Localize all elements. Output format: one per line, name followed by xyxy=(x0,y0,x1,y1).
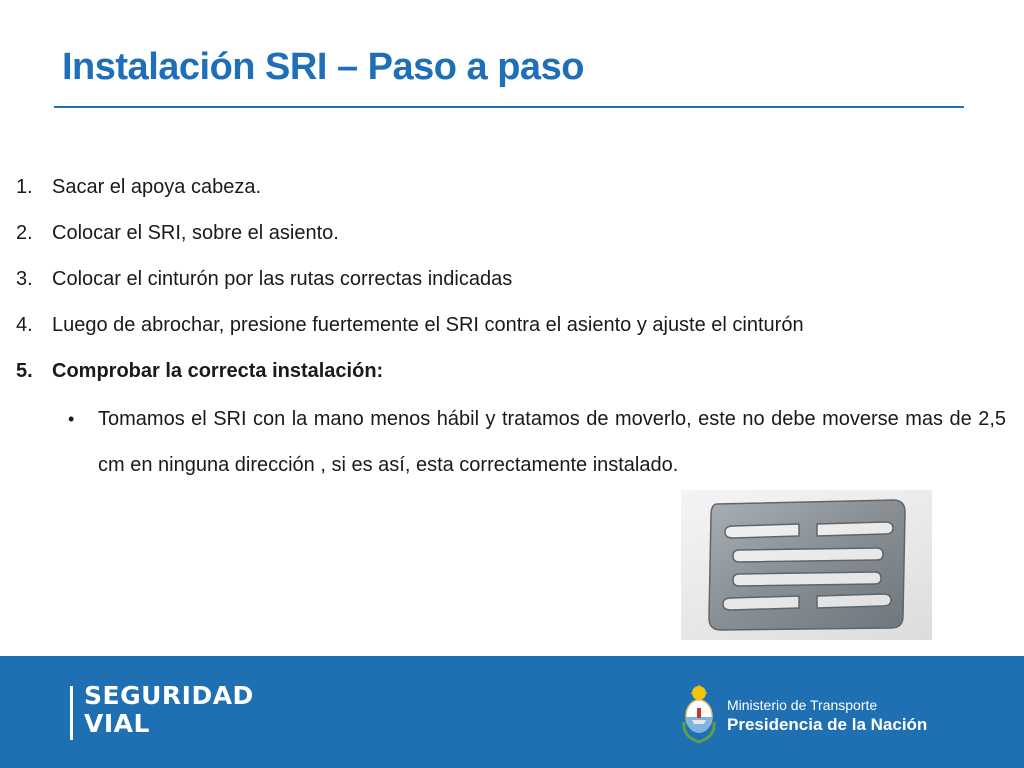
sub-list xyxy=(62,396,1006,488)
step-number: 3. xyxy=(16,268,33,290)
step-item xyxy=(16,354,1006,400)
step-item xyxy=(16,170,1006,216)
step-item xyxy=(16,216,1006,262)
brand-line-2: VIAL xyxy=(84,709,150,738)
slide-title: Instalación SRI – Paso a paso xyxy=(62,46,584,88)
step-item xyxy=(16,262,1006,308)
sub-list-item xyxy=(62,396,1006,488)
national-coat-of-arms-icon xyxy=(680,684,718,744)
locking-clip-icon xyxy=(681,490,932,640)
step-number: 4. xyxy=(16,314,33,336)
title-underline xyxy=(54,106,964,108)
step-text: Comprobar la correcta instalación: xyxy=(52,360,384,382)
step-number: 1. xyxy=(16,176,33,198)
step-number: 5. xyxy=(16,360,33,382)
step-number: 2. xyxy=(16,222,33,244)
ministry-logo xyxy=(727,696,927,736)
steps-list xyxy=(16,170,1006,400)
step-item xyxy=(16,308,1006,354)
bullet-icon: • xyxy=(68,409,75,429)
ministry-line-1: Ministerio de Transporte xyxy=(727,697,878,713)
ministry-line-2: Presidencia de la Nación xyxy=(727,715,928,734)
sub-item-text: Tomamos el SRI con la mano menos hábil y tratamos de moverlo, este no debe moverse mas de 2,5 cm en ninguna dirección , si es así, esta correctamente instalado. xyxy=(98,408,1006,476)
step-text: Colocar el SRI, sobre el asiento. xyxy=(52,222,339,244)
step-text: Sacar el apoya cabeza. xyxy=(52,176,262,198)
step-text: Luego de abrochar, presione fuertemente el SRI contra el asiento y ajuste el cinturón xyxy=(52,314,804,336)
locking-clip-photo xyxy=(681,490,932,640)
footer xyxy=(0,656,1024,768)
seguridad-vial-logo xyxy=(84,682,254,738)
footer-divider xyxy=(70,686,73,740)
step-text: Colocar el cinturón por las rutas correctas indicadas xyxy=(52,268,513,290)
brand-line-1: SEGURIDAD xyxy=(84,681,254,710)
